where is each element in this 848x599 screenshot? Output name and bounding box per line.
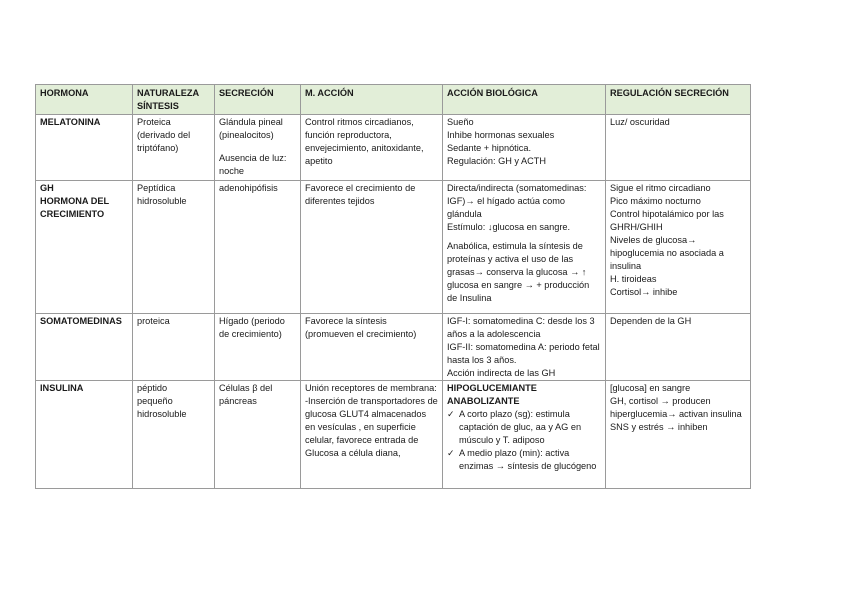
cell-text: Dependen de la GH: [610, 316, 692, 326]
cell-naturaleza: [133, 181, 215, 314]
cell-text: Glándula pineal (pinealocitos): [219, 117, 283, 140]
cell-accion-biologica: [443, 314, 606, 381]
cell-text: Inhibe hormonas sexuales: [447, 130, 555, 140]
cell-text: Niveles de glucosa→ hipoglucemia no asociada a insulina: [610, 235, 724, 271]
hormone-name: SOMATOMEDINAS: [40, 316, 122, 326]
cell-text: Cortisol→ inhibe: [610, 287, 678, 297]
cell-naturaleza: [133, 381, 215, 489]
cell-text: [glucosa] en sangre: [610, 383, 691, 393]
cell-accion-biologica: [443, 115, 606, 181]
cell-accion: [301, 381, 443, 489]
cell-text: péptido: [137, 383, 168, 393]
header-accion-biologica: ACCIÓN BIOLÓGICA: [443, 85, 606, 115]
cell-secrecion: [215, 381, 301, 489]
cell-accion-biologica: [443, 181, 606, 314]
cell-secrecion: [215, 181, 301, 314]
checkmark-icon: ✓: [447, 448, 455, 458]
cell-hormona: [36, 381, 133, 489]
cell-text: Favorece el crecimiento de diferentes tejidos: [305, 183, 416, 206]
cell-text: hidrosoluble: [137, 409, 187, 419]
checkmark-icon: ✓: [447, 409, 455, 419]
cell-text: SNS y estrés → inhiben: [610, 422, 708, 432]
cell-text: Acción indirecta de las GH: [447, 368, 556, 378]
cell-naturaleza: [133, 314, 215, 381]
cell-text: Control ritmos circadianos, función reproductora, envejecimiento, anitoxidante, apetito: [305, 117, 424, 166]
cell-accion: [301, 314, 443, 381]
cell-text: Control hipotalámico por las GHRH/GHIH: [610, 209, 724, 232]
cell-accion: [301, 181, 443, 314]
cell-title: HIPOGLUCEMIANTE ANABOLIZANTE: [447, 383, 537, 406]
cell-hormona: [36, 181, 133, 314]
cell-text: A corto plazo (sg): estimula captación de gluc, aa y AG en músculo y T. adiposo: [459, 409, 582, 445]
header-secrecion: SECRECIÓN: [215, 85, 301, 115]
cell-regulacion: [606, 181, 751, 314]
table-row: [36, 314, 751, 381]
cell-regulacion: [606, 115, 751, 181]
cell-text: Sigue el ritmo circadiano: [610, 183, 711, 193]
cell-text: IGF-I: somatomedina C: desde los 3 años a la adolescencia: [447, 316, 595, 339]
cell-text: Unión receptores de membrana:: [305, 383, 437, 393]
cell-hormona: [36, 314, 133, 381]
cell-text: Luz/ oscuridad: [610, 117, 670, 127]
cell-text: -Inserción de transportadores de glucosa GLUT4 almacenados en vesículas , en superficie celular, favorece entrada de Glucosa a célula diana,: [305, 396, 438, 458]
hormone-name: GH: [40, 183, 54, 193]
cell-secrecion: [215, 314, 301, 381]
table-row: [36, 381, 751, 489]
cell-text: pequeño: [137, 396, 173, 406]
cell-naturaleza: [133, 115, 215, 181]
cell-text: Células β del páncreas: [219, 383, 273, 406]
cell-text: Pico máximo nocturno: [610, 196, 701, 206]
cell-accion-biologica: [443, 381, 606, 489]
cell-text: IGF-II: somatomedina A: periodo fetal hasta los 3 años.: [447, 342, 600, 365]
cell-text: Sueño: [447, 117, 474, 127]
cell-text: Peptídica hidrosoluble: [137, 183, 187, 206]
cell-text: Estímulo: ↓glucosa en sangre.: [447, 222, 571, 232]
cell-hormona: [36, 115, 133, 181]
header-mecanismo-accion: M. ACCIÓN: [301, 85, 443, 115]
cell-text: adenohipófisis: [219, 183, 278, 193]
cell-text: Directa/indirecta (somatomedinas: IGF)→ el hígado actúa como glándula: [447, 183, 587, 219]
table-row: [36, 115, 751, 181]
cell-text: Regulación: GH y ACTH: [447, 156, 547, 166]
cell-accion: [301, 115, 443, 181]
cell-text: proteica: [137, 316, 170, 326]
header-naturaleza: NATURALEZA SÍNTESIS: [133, 85, 215, 115]
cell-regulacion: [606, 314, 751, 381]
header-regulacion: REGULACIÓN SECRECIÓN: [606, 85, 751, 115]
cell-secrecion: [215, 115, 301, 181]
cell-text: Ausencia de luz: noche: [219, 153, 287, 176]
checklist-item: [447, 408, 601, 447]
hormone-name: HORMONA DEL CRECIMIENTO: [40, 196, 109, 219]
cell-text: Hígado (periodo de crecimiento): [219, 316, 285, 339]
hormone-table: [35, 84, 751, 489]
checklist-item: [447, 447, 601, 473]
hormone-name: INSULINA: [40, 383, 84, 393]
cell-text: A medio plazo (min): activa enzimas → síntesis de glucógeno: [459, 448, 597, 471]
hormone-name: MELATONINA: [40, 117, 101, 127]
cell-text: Sedante + hipnótica.: [447, 143, 532, 153]
table-row: [36, 181, 751, 314]
table-header-row: [36, 85, 751, 115]
cell-text: Anabólica, estimula la síntesis de proteínas y activa el uso de las grasas→ conserva la glucosa → ↑ glucosa en sangre → + producción de Insulina: [447, 241, 590, 303]
cell-regulacion: [606, 381, 751, 489]
header-hormona: HORMONA: [36, 85, 133, 115]
cell-text: Favorece la síntesis (promueven el crecimiento): [305, 316, 417, 339]
cell-text: H. tiroideas: [610, 274, 657, 284]
cell-text: GH, cortisol → producen hiperglucemia→ activan insulina: [610, 396, 742, 419]
cell-text: Proteica (derivado del triptófano): [137, 117, 191, 153]
